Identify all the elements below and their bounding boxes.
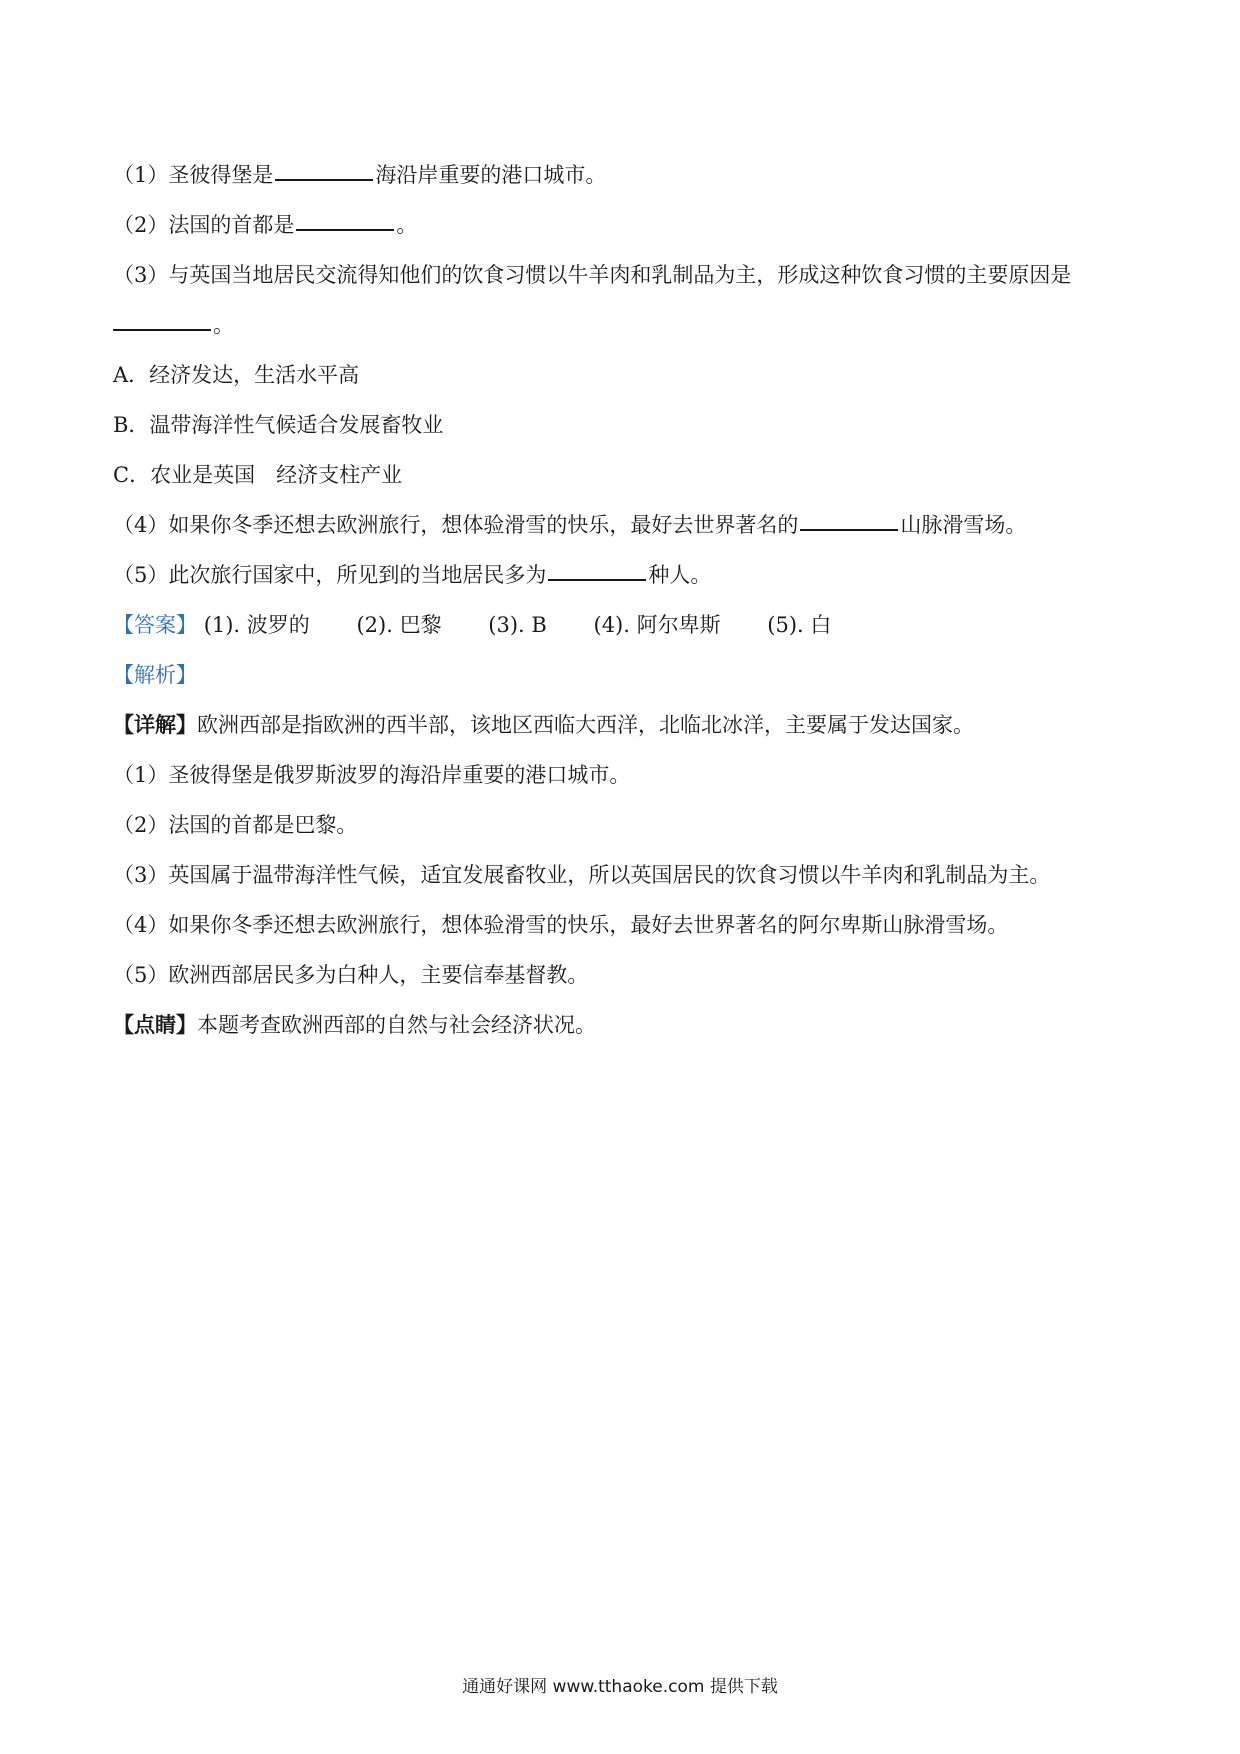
answer-item: (5). 白 — [767, 613, 832, 637]
answer-blank — [800, 528, 898, 531]
answer-tag: 【答案】 — [113, 613, 197, 637]
answer-item: (1). 波罗的 — [203, 613, 310, 637]
question-2 — [113, 200, 1123, 250]
question-3-text: （3）与英国当地居民交流得知他们的饮食习惯以牛羊肉和乳制品为主，形成这种饮食习惯的主要原因是 — [113, 263, 1072, 287]
analysis-line: （1）圣彼得堡是俄罗斯波罗的海沿岸重要的港口城市。 — [113, 763, 631, 787]
analysis-heading — [113, 650, 1123, 700]
question-4-text: （4）如果你冬季还想去欧洲旅行，想体验滑雪的快乐，最好去世界著名的 — [113, 513, 799, 537]
document-body — [113, 150, 1123, 1050]
analysis-line: （2）法国的首都是巴黎。 — [113, 813, 358, 837]
option-c: C．农业是英国 经济支柱产业 — [113, 463, 403, 487]
question-3-blank-line — [113, 300, 1123, 350]
analysis-tag: 【解析】 — [113, 663, 197, 687]
question-3 — [113, 250, 1123, 300]
option-a: A．经济发达，生活水平高 — [113, 363, 360, 387]
question-2-suffix: 。 — [396, 213, 418, 237]
question-5-text: （5）此次旅行国家中，所见到的当地居民多为 — [113, 563, 547, 587]
point-section — [113, 1000, 1123, 1050]
question-4-suffix: 山脉滑雪场。 — [900, 513, 1027, 537]
answer-blank — [275, 178, 373, 181]
question-3-suffix: 。 — [213, 313, 234, 337]
option-b: B．温带海洋性气候适合发展畜牧业 — [113, 413, 444, 437]
detail-text: 欧洲西部是指欧洲的西半部，该地区西临大西洋，北临北冰洋，主要属于发达国家。 — [197, 713, 974, 737]
page-footer: 通通好课网 www.tthaoke.com 提供下载 — [462, 1677, 778, 1697]
answer-item: (4). 阿尔卑斯 — [593, 613, 721, 637]
answer-blank — [113, 328, 211, 331]
question-5-suffix: 种人。 — [648, 563, 712, 587]
point-text: 本题考查欧洲西部的自然与社会经济状况。 — [197, 1013, 596, 1037]
analysis-line: （4）如果你冬季还想去欧洲旅行，想体验滑雪的快乐，最好去世界著名的阿尔卑斯山脉滑雪场。 — [113, 913, 1009, 937]
analysis-detail — [113, 700, 1123, 750]
analysis-line: （5）欧洲西部居民多为白种人，主要信奉基督教。 — [113, 963, 589, 987]
answer-item: (2). 巴黎 — [356, 613, 442, 637]
answer-item: (3). B — [488, 613, 547, 637]
point-tag: 【点睛】 — [113, 1012, 197, 1037]
question-2-text: （2）法国的首都是 — [113, 213, 295, 237]
question-1-suffix: 海沿岸重要的港口城市。 — [375, 163, 607, 187]
answer-blank — [548, 578, 646, 581]
analysis-line: （3）英国属于温带海洋性气候，适宜发展畜牧业，所以英国居民的饮食习惯以牛羊肉和乳制品为主。 — [113, 863, 1051, 887]
question-4 — [113, 500, 1123, 550]
answer-row — [113, 600, 1123, 650]
detail-tag: 【详解】 — [113, 712, 197, 737]
answer-blank — [296, 228, 394, 231]
question-1-text: （1）圣彼得堡是 — [113, 163, 274, 187]
question-1 — [113, 150, 1123, 200]
question-5 — [113, 550, 1123, 600]
